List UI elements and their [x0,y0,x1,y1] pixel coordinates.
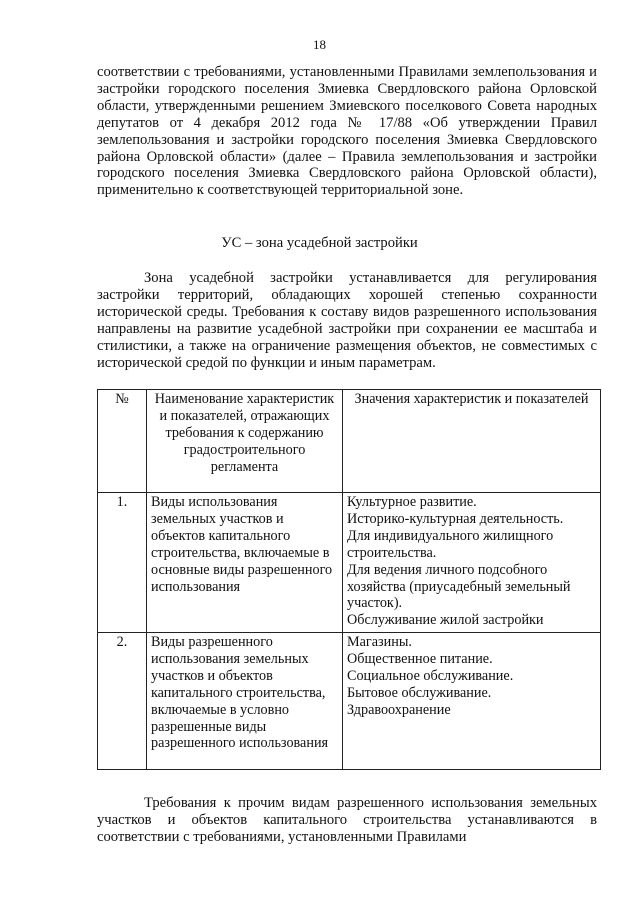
row-values [343,633,601,770]
header-values: Значения характеристик и показателей [343,390,601,493]
row-number: 1. [98,493,147,633]
value-line: Социальное обслуживание. [347,667,514,684]
paragraph-zone-description: Зона усадебной застройки устанавливается для регулирования застройки территорий, обладающих хорошей степенью сохранности исторической среды. Требования к составу видов разрешенного использования направлены на развитие усадебной застройки при сохранении ее масштаба и стилистики, а также на ограничение размещения объектов, не совместимых с исторической средой по функции и иным параметрам. [97,270,597,371]
value-line: Магазины. [347,634,412,650]
table-row [98,493,601,633]
value-line: Общественное питание. [347,650,493,667]
value-line: Здравоохранение [347,701,451,718]
zone-heading: УС – зона усадебной застройки [221,235,418,251]
header-number: № [98,390,147,493]
row-values [343,493,601,633]
header-name: Наименование характеристик и показателей, отражающих требования к содержанию градостроительного регламента [147,390,343,493]
paragraph-bottom: Требования к прочим видам разрешенного использования земельных участков и объектов капитального строительства устанавливаются в соответствии с требованиями, установленными Правилами [97,795,597,845]
paragraph-top: соответствии с требованиями, установленными Правилами землепользования и застройки городского поселения Змиевка Свердловского района Орловской области, утвержденными решением Змиевского поселкового Совета народных депутатов от 4 декабря 2012 года № 17/88 «Об утверждении Правил землепользования и застройки городского поселения Змиевка Свердловского района Орловской области» (далее – Правила землепользования и застройки городского поселения Змиевка Свердловского района Орловской области), применительно к соответствующей территориальной зоне. [97,64,597,199]
row-name: Виды использования земельных участков и объектов капитального строительства, включаемые в основные виды разрешенного использования [147,493,343,633]
regulation-table [97,389,601,770]
value-line: Бытовое обслуживание. [347,684,492,701]
row-number: 2. [98,633,147,770]
page-number: 18 [313,37,326,52]
value-line: Культурное развитие. [347,494,477,510]
value-line: Обслуживание жилой застройки [347,612,544,629]
row-name: Виды разрешенного использования земельных участков и объектов капитального строительства, включаемые в условно разрешенные виды разрешенного использования [147,633,343,770]
table-row [98,633,601,770]
value-line: Для индивидуального жилищного строительства. [347,527,554,561]
value-line: Для ведения личного подсобного хозяйства (приусадебный земельный участок). [347,561,571,612]
value-line: Историко-культурная деятельность. [347,510,564,527]
table-header-row [98,390,601,493]
